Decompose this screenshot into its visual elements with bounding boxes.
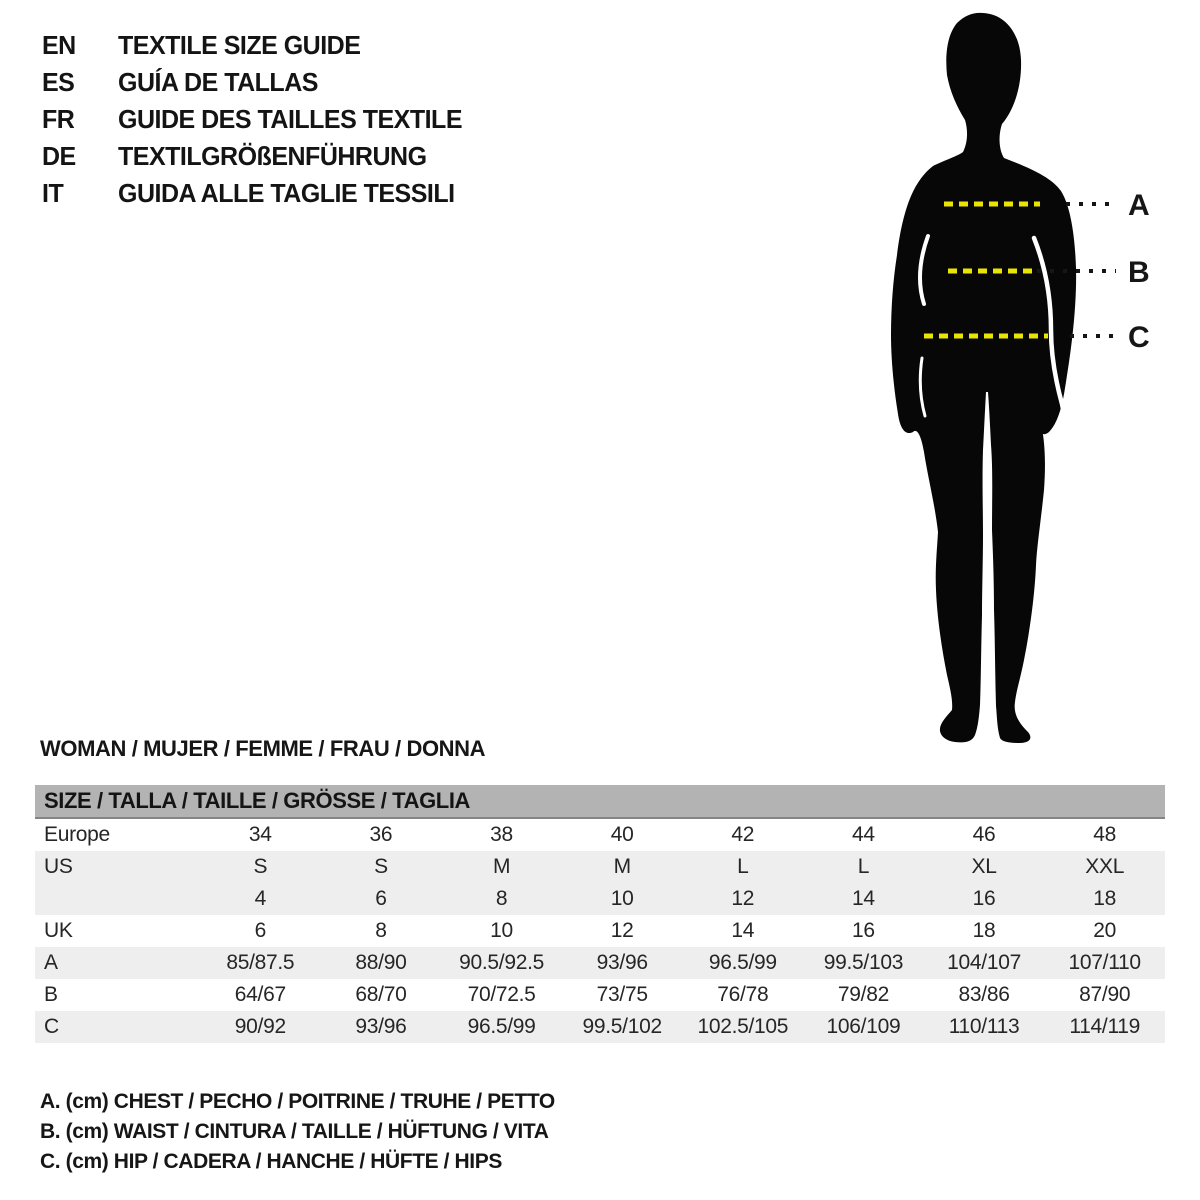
size-cell: 14: [731, 919, 755, 942]
guide-title-it: GUIDA ALLE TAGLIE TESSILI: [118, 179, 455, 209]
language-row-it: [42, 176, 462, 213]
table-row-waist-b: [35, 979, 1165, 1011]
measurement-legend: [40, 1090, 555, 1180]
legend-hip: C. (cm) HIP / CADERA / HANCHE / HÜFTE / HIPS: [40, 1150, 502, 1173]
language-code: DE: [42, 142, 76, 172]
size-cell: S: [253, 855, 268, 878]
measure-cell: 102.5/105: [697, 1015, 789, 1038]
guide-title-fr: GUIDE DES TAILLES TEXTILE: [118, 105, 463, 135]
size-cell: 12: [731, 887, 755, 910]
size-table: [35, 785, 1165, 1043]
row-label: Europe: [44, 823, 110, 846]
measure-cell: 87/90: [1079, 983, 1131, 1006]
measure-cell: 68/70: [355, 983, 407, 1006]
size-cell: 8: [375, 919, 387, 942]
language-row-fr: [42, 102, 462, 139]
language-code: IT: [42, 179, 64, 209]
size-cell: 20: [1093, 919, 1117, 942]
size-cell: 10: [610, 887, 634, 910]
size-cell: 36: [369, 823, 393, 846]
language-code: EN: [42, 31, 76, 61]
measure-cell: 76/78: [717, 983, 769, 1006]
size-cell: 18: [1093, 887, 1117, 910]
section-title-woman: WOMAN / MUJER / FEMME / FRAU / DONNA: [40, 736, 486, 761]
size-cell: L: [857, 855, 870, 878]
size-cell: 44: [852, 823, 875, 846]
table-row-us: [35, 851, 1165, 883]
size-cell: 42: [731, 823, 755, 846]
legend-chest: A. (cm) CHEST / PECHO / POITRINE / TRUHE / PETTO: [40, 1090, 555, 1113]
size-cell: 40: [610, 823, 634, 846]
measure-cell: 85/87.5: [226, 951, 295, 974]
language-title-list: [42, 28, 462, 213]
size-cell: 38: [490, 823, 513, 846]
measure-cell: 90/92: [234, 1015, 286, 1038]
guide-title-en: TEXTILE SIZE GUIDE: [118, 31, 361, 61]
measure-cell: 79/82: [837, 983, 889, 1006]
chest-marker-label: A: [1128, 189, 1150, 222]
waist-marker-label: B: [1128, 256, 1150, 289]
size-cell: M: [613, 855, 631, 878]
measure-cell: 90.5/92.5: [459, 951, 544, 974]
size-cell: 18: [972, 919, 996, 942]
size-cell: XXL: [1085, 855, 1125, 878]
row-label: B: [44, 983, 58, 1006]
hip-marker-label: C: [1128, 321, 1150, 354]
size-cell: S: [374, 855, 388, 878]
measure-cell: 106/109: [826, 1015, 901, 1038]
measure-cell: 88/90: [355, 951, 407, 974]
measure-cell: 93/96: [355, 1015, 407, 1038]
table-row-us-numeric: [35, 883, 1165, 915]
measure-cell: 104/107: [947, 951, 1021, 974]
measure-cell: 83/86: [958, 983, 1010, 1006]
measure-cell: 107/110: [1068, 951, 1141, 974]
measure-cell: 73/75: [596, 983, 648, 1006]
measure-cell: 96.5/99: [708, 951, 777, 974]
size-cell: M: [492, 855, 511, 878]
measure-cell: 114/119: [1069, 1015, 1141, 1038]
table-row-europe: [35, 819, 1165, 851]
size-cell: 46: [972, 823, 996, 846]
size-cell: 48: [1093, 823, 1117, 846]
language-code: FR: [42, 105, 75, 135]
size-cell: 8: [495, 887, 508, 910]
size-cell: 6: [254, 919, 266, 942]
size-cell: 6: [375, 887, 387, 910]
guide-title-es: GUÍA DE TALLAS: [118, 68, 318, 98]
row-label: C: [44, 1015, 59, 1038]
size-cell: 10: [490, 919, 513, 942]
measure-cell: 99.5/102: [582, 1015, 662, 1038]
measure-cell: 70/72.5: [467, 983, 536, 1006]
table-row-uk: [35, 915, 1165, 947]
woman-silhouette: [891, 13, 1076, 743]
row-label: US: [44, 855, 73, 878]
legend-waist: B. (cm) WAIST / CINTURA / TAILLE / HÜFTUNG / VITA: [40, 1120, 549, 1143]
language-row-de: [42, 139, 462, 176]
size-table-header: SIZE / TALLA / TAILLE / GRÖSSE / TAGLIA: [35, 785, 1165, 819]
measure-cell: 64/67: [234, 983, 286, 1006]
size-cell: 16: [972, 887, 996, 910]
size-cell: XL: [971, 855, 997, 878]
measure-cell: 93/96: [596, 951, 648, 974]
row-label: A: [44, 951, 58, 974]
language-row-en: [42, 28, 462, 65]
size-cell: 34: [248, 823, 272, 846]
size-cell: 14: [852, 887, 875, 910]
table-row-chest-a: [35, 947, 1165, 979]
table-row-hip-c: [35, 1011, 1165, 1043]
measure-cell: 99.5/103: [823, 951, 904, 974]
size-cell: 16: [852, 919, 875, 942]
woman-silhouette-figure: [850, 0, 1200, 760]
language-row-es: [42, 65, 462, 102]
measure-cell: 96.5/99: [467, 1015, 536, 1038]
size-cell: 12: [610, 919, 634, 942]
guide-title-de: TEXTILGRÖßENFÜHRUNG: [118, 142, 427, 172]
size-cell: L: [737, 855, 749, 878]
size-cell: 4: [254, 887, 266, 910]
measure-cell: 110/113: [948, 1015, 1020, 1038]
language-code: ES: [42, 68, 75, 98]
row-label: UK: [44, 919, 73, 942]
